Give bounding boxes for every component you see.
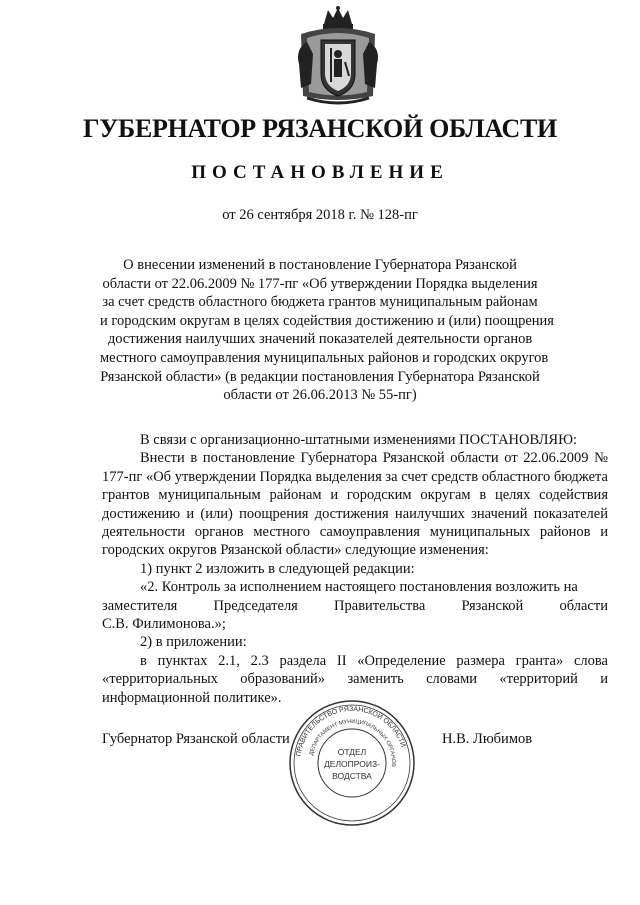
stamp-center-line-2: ДЕЛОПРОИЗ- [324,759,380,769]
item-2-text: в пунктах 2.1, 2.3 раздела II «Определение размера гранта» слова «территориальных образований» заменить словами «территорий и информационной политике». [102,652,608,706]
item-1-quote-justified-line [102,597,608,615]
authority-title: ГУБЕРНАТОР РЯЗАНСКОЙ ОБЛАСТИ [83,114,557,143]
main-paragraph: Внести в постановление Губернатора Рязанской области от 22.06.2009 № 177-пг «Об утверждении Порядка выделения за счет средств областного бюджета грантов муниципальным районам и городским округам в целях содействия достижению и (или) поощрения достижения наилучших значений показателей деятельности органов местного самоуправления муниципальных районов и городских округов Рязанской области» следующие изменения: [102,450,608,559]
coat-of-arms-icon [293,4,383,110]
subject-line: местного самоуправления муниципальных районов и городских округов [100,349,549,366]
subject-line: Рязанской области» (в редакции постановления Губернатора Рязанской [100,368,540,385]
subject-line: О внесении изменений в постановление Губернатора Рязанской [123,257,517,273]
quote-word: Рязанской [461,597,524,614]
stamp-inner-textpath: ДЕПАРТАМЕНТ МУНИЦИПАЛЬНЫХ ОРГАНОВ [308,718,397,767]
item-1: 1) пункт 2 изложить в следующей редакции: [140,560,415,577]
subject-line: области от 26.06.2013 № 55-пг) [223,387,417,404]
quote-word: Правительства [334,597,426,614]
stamp-center-line-3: ВОДСТВА [332,771,372,781]
item-2: 2) в приложении: [140,634,247,651]
stamp-center-line-1: ОТДЕЛ [337,747,367,757]
item-1-quote-end: С.В. Филимонова.»; [102,616,226,633]
subject-line: достижения наилучших значений показателей деятельности органов [107,331,533,348]
stamp-ring-textpath: ПРАВИТЕЛЬСТВО РЯЗАНСКОЙ ОБЛАСТИ [295,705,407,757]
document-body [102,431,608,707]
subject-line: и городским округам в целях содействия достижению и (или) поощрения [100,312,554,329]
item-1-quote-line: «2. Контроль за исполнением настоящего постановления возложить на [140,579,578,596]
document-subject [100,256,554,405]
official-stamp-icon [286,697,418,829]
document-date-number: от 26 сентября 2018 г. № 128-пг [222,207,418,223]
signatory-position: Губернатор Рязанской области [102,731,290,747]
quote-word: заместителя [102,597,178,614]
quote-word: области [559,597,608,614]
subject-line: за счет средств областного бюджета грантов муниципальным районам [102,294,538,311]
signatory-name: Н.В. Любимов [442,731,533,747]
document-type: ПОСТАНОВЛЕНИЕ [191,162,449,183]
quote-word: Председателя [213,597,298,614]
subject-line: области от 22.06.2009 № 177-пг «Об утверждении Порядка выделения [102,275,538,292]
resolution-intro: В связи с организационно-штатными изменениями ПОСТАНОВЛЯЮ: [140,432,578,448]
